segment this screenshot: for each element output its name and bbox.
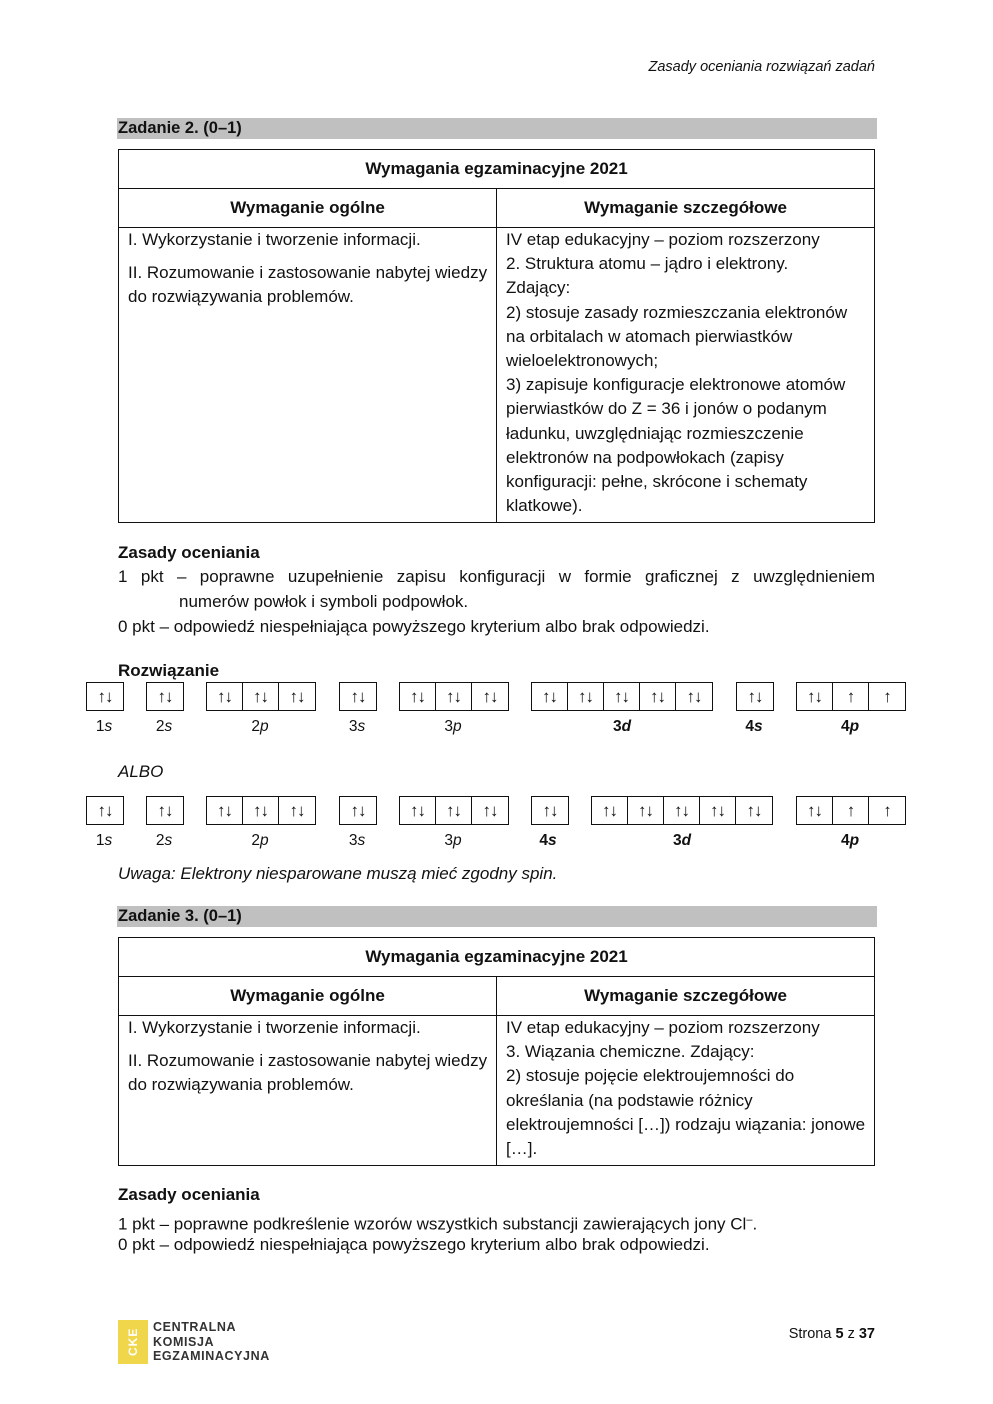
detailed-req-line: 3. Wiązania chemiczne. Zdający: — [506, 1042, 755, 1062]
col-detailed-header: Wymaganie szczegółowe — [497, 977, 875, 1016]
task2-requirements-table — [118, 149, 875, 523]
orbital-box: ↑↓ — [797, 797, 833, 824]
orbital-shell-number: 1 — [95, 832, 105, 849]
logo-line: KOMISJA — [153, 1334, 215, 1349]
orbital-group-3p — [399, 796, 509, 825]
orbital-shell-number: 3 — [348, 832, 358, 849]
orbital-group-3d — [591, 796, 773, 825]
orbital-subshell-symbol: p — [260, 832, 269, 849]
logo-mark: CKE — [118, 1320, 148, 1364]
cke-logo — [118, 1320, 270, 1364]
orbital-box: ↑↓ — [482, 800, 498, 820]
orbital-box: ↑ — [883, 686, 891, 706]
orbital-box: ↑↓ — [400, 683, 436, 710]
detailed-req-line: IV etap edukacyjny – poziom rozszerzony — [506, 230, 820, 249]
logo-line: CENTRALNA — [153, 1320, 237, 1335]
orbital-box: ↑↓ — [157, 686, 173, 706]
orbital-box: ↑↓ — [568, 683, 604, 710]
orbital-subshell-symbol: s — [104, 718, 113, 735]
orbital-box: ↑ — [833, 797, 869, 824]
task3-rule-1pt-text: 1 pkt – poprawne podkreślenie wzorów wszystkich substancji zawierających jony Cl — [118, 1214, 747, 1234]
orbital-label-3d — [613, 718, 631, 736]
orbital-subshell-symbol: s — [164, 832, 173, 849]
detailed-req-line: IV etap edukacyjny – poziom rozszerzony — [506, 1018, 820, 1037]
orbital-label-3p — [444, 832, 461, 850]
orbital-group-2p — [206, 796, 316, 825]
task3-rule-1pt-end: . — [752, 1214, 758, 1234]
orbital-box: ↑↓ — [436, 797, 472, 824]
orbital-box: ↑↓ — [664, 797, 700, 824]
orbital-subshell-symbol: p — [453, 718, 462, 735]
orbital-box: ↑↓ — [640, 683, 676, 710]
orbital-box: ↑↓ — [157, 800, 173, 820]
general-requirements — [119, 1016, 497, 1166]
orbital-shell-number: 3 — [444, 832, 453, 849]
orbital-box: ↑↓ — [628, 797, 664, 824]
orbital-group-4p — [796, 796, 906, 825]
orbital-shell-number: 4 — [840, 718, 850, 735]
orbital-shell-number: 4 — [539, 832, 548, 849]
orbital-subshell-symbol: s — [548, 832, 557, 849]
orbital-subshell-symbol: s — [357, 718, 366, 735]
orbital-subshell-symbol: s — [164, 718, 173, 735]
orbital-subshell-symbol: p — [849, 718, 860, 735]
table-caption: Wymagania egzaminacyjne 2021 — [119, 150, 875, 189]
orbital-shell-number: 3 — [348, 718, 358, 735]
orbital-box: ↑↓ — [482, 686, 498, 706]
table-caption: Wymagania egzaminacyjne 2021 — [119, 938, 875, 977]
orbital-subshell-symbol: s — [754, 718, 763, 735]
orbital-group-1s — [86, 796, 124, 825]
orbital-box: ↑↓ — [592, 797, 628, 824]
task3-rule-0pt: 0 pkt – odpowiedź niespełniająca powyższego kryterium albo brak odpowiedzi. — [118, 1235, 710, 1254]
orbital-label-2p — [251, 832, 268, 850]
orbital-subshell-symbol: s — [357, 832, 366, 849]
general-req-2: II. Rozumowanie i zastosowanie nabytej wiedzy do rozwiązywania problemów. — [128, 263, 488, 307]
orbital-label-3s — [349, 832, 365, 850]
albo-label: ALBO — [118, 762, 164, 781]
orbital-box: ↑↓ — [604, 683, 640, 710]
orbital-diagram-1 — [0, 682, 993, 735]
orbital-group-4s — [531, 796, 569, 825]
orbital-diagram-2 — [0, 796, 993, 849]
orbital-label-3d — [673, 832, 691, 850]
orbital-box: ↑ — [883, 800, 891, 820]
orbital-box: ↑↓ — [700, 797, 736, 824]
task2-rule-0pt: 0 pkt – odpowiedź niespełniająca powyższego kryterium albo brak odpowiedzi. — [118, 617, 710, 636]
orbital-group-3p — [399, 682, 509, 711]
page-current: 5 — [835, 1326, 844, 1342]
detailed-requirements — [497, 1016, 875, 1166]
detailed-req-line: 2. Struktura atomu – jądro i elektrony. — [506, 254, 789, 274]
orbital-label-2p — [251, 718, 268, 736]
logo-text — [153, 1320, 270, 1364]
orbital-box: ↑↓ — [436, 683, 472, 710]
orbital-box: ↑↓ — [350, 686, 366, 706]
orbital-box: ↑↓ — [400, 797, 436, 824]
orbital-group-3d — [531, 682, 713, 711]
orbital-group-1s — [86, 682, 124, 711]
page-number — [789, 1326, 875, 1342]
orbital-group-3s — [339, 796, 377, 825]
solution-title: Rozwiązanie — [118, 661, 220, 680]
general-req-1: I. Wykorzystanie i tworzenie informacji. — [128, 1018, 421, 1037]
task2-rule-1pt-cont: numerów powłok i symboli podpowłok. — [179, 592, 469, 611]
orbital-box: ↑↓ — [746, 800, 762, 820]
orbital-box: ↑↓ — [97, 800, 113, 820]
task3-rules-title: Zasady oceniania — [118, 1185, 260, 1204]
orbital-label-2s — [156, 718, 172, 736]
orbital-label-4s — [745, 718, 762, 736]
task2-rule-1pt: 1 pkt – poprawne uzupełnienie zapisu konfiguracji w formie graficznej z uwzględnieniem — [118, 567, 875, 586]
orbital-box: ↑↓ — [207, 683, 243, 710]
orbital-box: ↑↓ — [207, 797, 243, 824]
orbital-label-4p — [841, 832, 859, 850]
general-req-1: I. Wykorzystanie i tworzenie informacji. — [128, 230, 421, 249]
orbital-box: ↑↓ — [97, 686, 113, 706]
detailed-req-line: Zdający: — [506, 278, 571, 298]
orbital-group-4s — [736, 682, 774, 711]
detailed-requirements — [497, 228, 875, 523]
orbital-subshell-symbol: s — [104, 832, 113, 849]
orbital-shell-number: 4 — [745, 718, 754, 735]
general-req-2: II. Rozumowanie i zastosowanie nabytej wiedzy do rozwiązywania problemów. — [128, 1051, 488, 1095]
orbital-label-1s — [96, 832, 112, 850]
orbital-box: ↑↓ — [289, 686, 305, 706]
orbital-box: ↑↓ — [532, 683, 568, 710]
page-total: 37 — [858, 1326, 875, 1342]
orbital-shell-number: 3 — [444, 718, 453, 735]
orbital-label-4p — [841, 718, 859, 736]
orbital-shell-number: 2 — [251, 832, 260, 849]
page-prefix: Strona — [788, 1326, 832, 1342]
page-sep: z — [847, 1326, 855, 1342]
orbital-box: ↑↓ — [797, 683, 833, 710]
orbital-box: ↑↓ — [350, 800, 366, 820]
orbital-label-3p — [444, 718, 461, 736]
logo-line: EGZAMINACYJNA — [153, 1349, 270, 1364]
detailed-req-line: 2) stosuje zasady rozmieszczania elektronów na orbitalach w atomach pierwiastków wieloelektronowych; — [506, 302, 848, 371]
orbital-box: ↑↓ — [747, 686, 763, 706]
col-detailed-header: Wymaganie szczegółowe — [497, 189, 875, 228]
header-note: Zasady oceniania rozwiązań zadań — [648, 59, 875, 75]
task3-title: Zadanie 3. (0–1) — [117, 906, 877, 927]
orbital-shell-number: 3 — [612, 718, 622, 735]
task2-note: Uwaga: Elektrony niesparowane muszą mieć zgodny spin. — [118, 864, 558, 883]
orbital-group-3s — [339, 682, 377, 711]
orbital-label-4s — [539, 832, 556, 850]
orbital-subshell-symbol: p — [453, 832, 462, 849]
orbital-box: ↑ — [833, 683, 869, 710]
orbital-label-1s — [96, 718, 112, 736]
orbital-subshell-symbol: d — [621, 718, 632, 735]
orbital-box: ↑↓ — [542, 800, 558, 820]
orbital-shell-number: 4 — [840, 832, 850, 849]
orbital-group-4p — [796, 682, 906, 711]
col-general-header: Wymaganie ogólne — [119, 977, 497, 1016]
orbital-group-2s — [146, 796, 184, 825]
orbital-box: ↑↓ — [289, 800, 305, 820]
orbital-subshell-symbol: d — [681, 832, 692, 849]
orbital-group-2s — [146, 682, 184, 711]
detailed-req-line: 2) stosuje pojęcie elektroujemności do określania (na podstawie różnicy elektroujemności […]) rodzaju wiązania: jonowe […]. — [506, 1066, 866, 1159]
orbital-box: ↑↓ — [686, 686, 702, 706]
orbital-box: ↑↓ — [243, 683, 279, 710]
orbital-shell-number: 2 — [155, 718, 165, 735]
orbital-shell-number: 3 — [672, 832, 682, 849]
orbital-group-2p — [206, 682, 316, 711]
general-requirements — [119, 228, 497, 523]
task2-rules-title: Zasady oceniania — [118, 543, 260, 562]
orbital-box: ↑↓ — [243, 797, 279, 824]
orbital-shell-number: 2 — [251, 718, 260, 735]
chloride-charge: – — [746, 1214, 753, 1226]
orbital-label-3s — [349, 718, 365, 736]
task3-requirements-table — [118, 937, 875, 1166]
task2-title: Zadanie 2. (0–1) — [117, 118, 877, 139]
orbital-label-2s — [156, 832, 172, 850]
detailed-req-line: 3) zapisuje konfiguracje elektronowe atomów pierwiastków do Z = 36 i jonów o podanym ładunku, uwzględniając rozmieszczenie elektronów na podpowłokach (zapisy konfiguracji: pełne, skrócone i schematy klatkowe). — [506, 375, 846, 516]
orbital-shell-number: 2 — [155, 832, 165, 849]
col-general-header: Wymaganie ogólne — [119, 189, 497, 228]
orbital-subshell-symbol: p — [260, 718, 269, 735]
orbital-shell-number: 1 — [95, 718, 105, 735]
orbital-subshell-symbol: p — [849, 832, 860, 849]
